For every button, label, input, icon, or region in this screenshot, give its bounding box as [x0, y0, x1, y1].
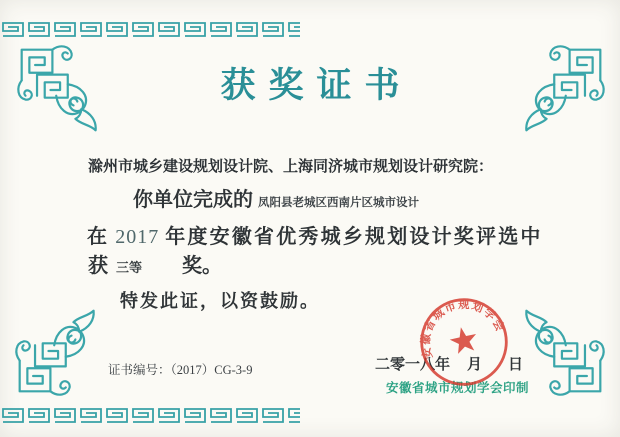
date-day: 日	[508, 357, 524, 373]
corner-ornament-bottom-left-icon	[12, 303, 108, 399]
grade-suffix: 奖。	[182, 255, 223, 277]
official-seal-icon	[408, 286, 519, 397]
star-icon	[448, 324, 480, 355]
addressee-line: 滁州市城乡建设规划设计院、上海同济城市规划设计研究院：	[88, 159, 494, 175]
seal-text: 安徽省城市规划学会	[419, 299, 507, 360]
award-year: 2017	[115, 226, 160, 248]
printed-by-line: 安徽省城市规划学会印制	[386, 381, 530, 395]
grade-line	[88, 249, 222, 278]
certificate-number	[108, 360, 252, 378]
date-year: 二零一八年	[375, 357, 451, 373]
award-suffix: 年度安徽省优秀城乡规划设计奖评选中	[165, 226, 543, 248]
certificate-number-value: （2017）CG-3-9	[170, 363, 253, 377]
date-month: 月	[467, 357, 483, 373]
certificate-number-label: 证书编号：	[108, 363, 171, 377]
meander-border-bottom-icon	[0, 406, 300, 424]
certificate-title: 获奖证书	[220, 66, 413, 105]
meander-border-top-icon	[0, 20, 300, 38]
award-prefix: 在	[87, 226, 110, 248]
closing-line: 特发此证，以资鼓励。	[120, 291, 320, 311]
grade-prefix: 获	[88, 255, 108, 277]
project-name: 凤阳县老城区西南片区城市设计	[258, 197, 419, 209]
award-line	[87, 220, 543, 249]
completed-line	[133, 183, 419, 212]
completed-prefix: 你单位完成的	[133, 189, 253, 211]
grade-value: 三等	[116, 260, 143, 275]
